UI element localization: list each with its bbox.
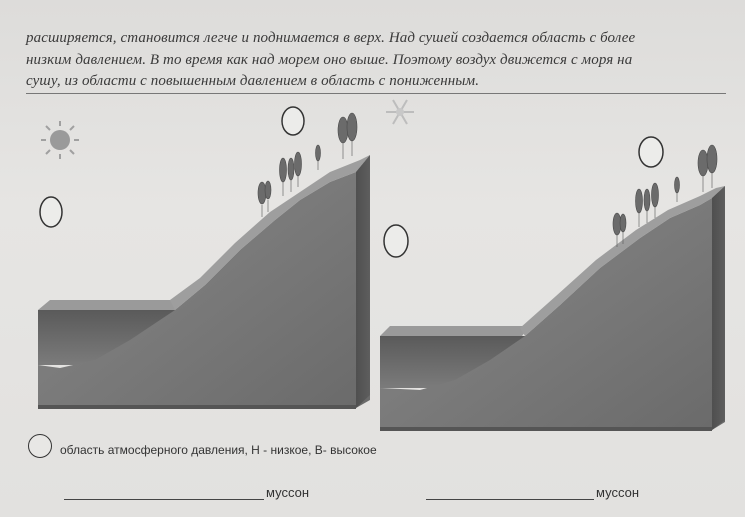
answer-left-blank[interactable] — [64, 483, 264, 500]
land-side-left — [356, 155, 370, 408]
answer-right-label: муссон — [596, 485, 639, 500]
pressure-circle-icon — [28, 434, 52, 458]
tree-icon — [347, 113, 357, 156]
sun-icon — [41, 121, 79, 159]
tree-icon — [707, 145, 717, 188]
tree-icon — [280, 158, 287, 196]
tree-icon — [295, 152, 302, 187]
pressure-circle-sea-left — [40, 197, 62, 227]
tree-icon — [636, 189, 643, 227]
legend-text: область атмосферного давления, Н - низкое, В- высокое — [60, 443, 377, 457]
text-line-2: низким давлением. В то время как над морем оно выше. Поэтому воздух движется с моря на — [26, 52, 633, 68]
landscape-right — [380, 186, 725, 431]
tree-icon — [338, 117, 348, 159]
tree-icon — [698, 150, 708, 192]
pressure-legend — [28, 432, 377, 460]
land-bottom-right — [380, 427, 712, 431]
tree-icon — [652, 183, 659, 218]
text-line-1: расширяется, становится легче и поднимается в верх. Над сушей создается область с более — [26, 30, 636, 46]
sea-top-left — [38, 300, 185, 310]
answer-left-label: муссон — [266, 485, 309, 500]
answer-left — [64, 483, 309, 500]
land-side-right — [712, 186, 725, 430]
tree-icon — [675, 177, 680, 202]
land-bottom-left — [38, 405, 356, 409]
pressure-circle-sea-right — [384, 225, 408, 257]
landscape-left — [38, 155, 370, 409]
tree-icon — [288, 158, 294, 192]
answer-right-blank[interactable] — [426, 483, 594, 500]
pressure-circle-land-left — [282, 107, 304, 135]
pressure-circle-land-right — [639, 137, 663, 167]
tree-icon — [613, 213, 621, 247]
text-line-3: сушу, из области с повышенным давлением в область с пониженным. — [26, 73, 480, 89]
tree-icon — [316, 145, 321, 170]
sea-top-right — [380, 326, 530, 336]
answer-right — [426, 483, 639, 500]
tree-icon — [265, 181, 271, 212]
tree-icon — [644, 189, 650, 223]
snowflake-icon — [386, 100, 414, 124]
